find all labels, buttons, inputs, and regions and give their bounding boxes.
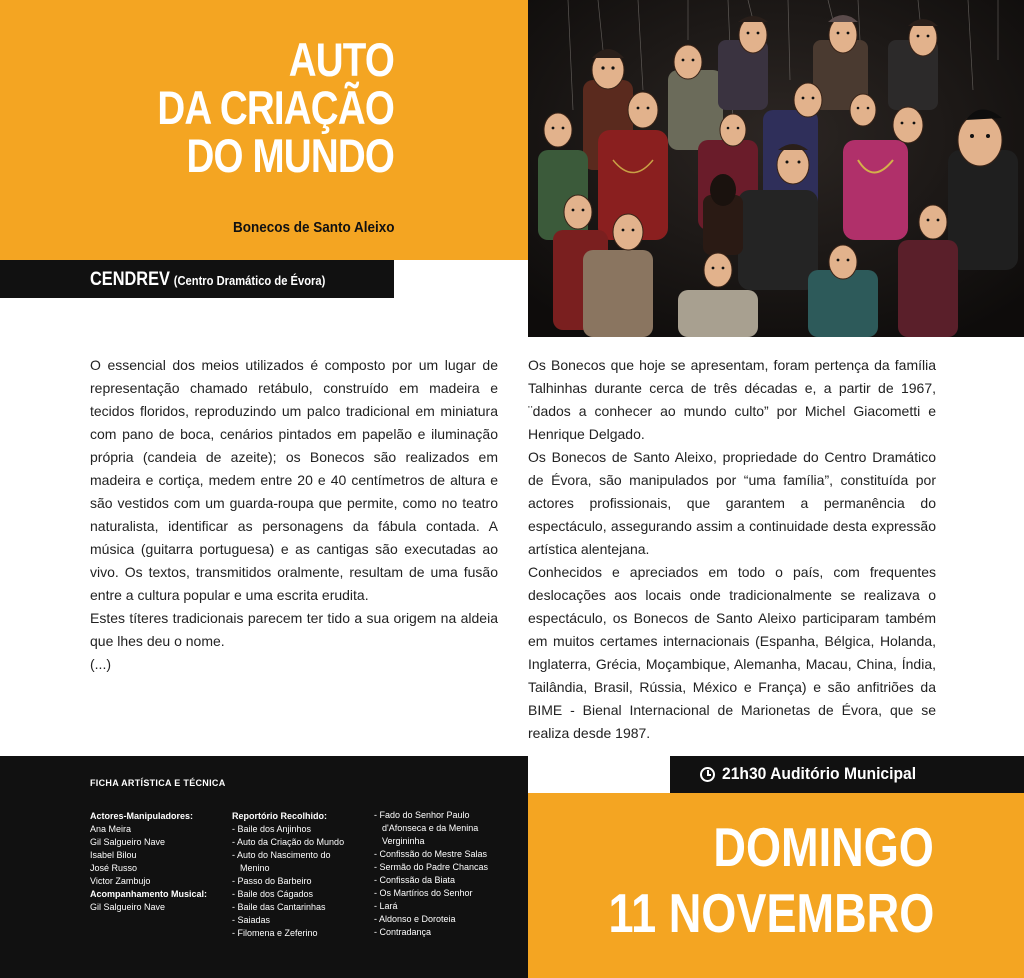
repertoire-item: - Baile dos Anjinhos: [232, 824, 312, 834]
repertoire-item: - Sermão do Padre Chancas: [374, 862, 489, 872]
title-line-1: AUTO: [288, 33, 394, 86]
credits-panel: [0, 756, 528, 978]
repertoire-item: - Filomena e Zeferino: [232, 928, 318, 938]
date-panel: [528, 793, 1024, 978]
credits-repertoire-column: [232, 810, 372, 940]
repertoire-item: - Confissão da Biata: [374, 875, 456, 885]
repertoire-item: - Auto do Nascimento do: [232, 850, 331, 860]
time-location-bar: [670, 756, 1024, 793]
repertoire-item: - Baile das Cantarinhas: [232, 902, 326, 912]
musician-name: Gil Salgueiro Nave: [90, 902, 166, 912]
body-column-right: [528, 354, 936, 745]
actor-name: José Russo: [90, 863, 138, 873]
time-location: 21h30 Auditório Municipal: [722, 764, 917, 783]
puppets-illustration: [528, 0, 1024, 337]
repertoire-item: - Contradança: [374, 927, 432, 937]
title-line-3: DO MUNDO: [186, 129, 394, 182]
credits-repertoire-column-2: [374, 809, 524, 939]
clock-icon: [700, 767, 715, 782]
body-paragraph: Estes títeres tradicionais parecem ter tido a sua origem na aldeia que lhes deu o nome.: [90, 610, 498, 649]
page-title: [74, 33, 394, 182]
company-short: CENDREV: [90, 269, 170, 290]
credits-cast-column: [90, 810, 225, 914]
repertoire-item: - Os Martírios do Senhor: [374, 888, 473, 898]
body-paragraph: Os Bonecos que hoje se apresentam, foram pertença da família Talhinhas durante cerca de três décadas e, a partir de 1967, ¨dados a conhecer ao mundo culto” por Michel Giacometti e Henrique Delgado.: [528, 357, 936, 442]
repertoire-item-continued: Menino: [240, 863, 270, 873]
credits-heading: FICHA ARTÍSTICA E TÉCNICA: [90, 778, 226, 788]
body-paragraph: (...): [90, 656, 111, 672]
body-paragraph: Conhecidos e apreciados em todo o país, com frequentes deslocações aos locais onde tradicionalmente se realizava o espectáculo, os Bonecos de Santo Aleixo participaram também em muitos certames internacionais (Espanha, Bélgica, Holanda, Inglaterra, Grécia, Moçambique, Alemanha, Macau, China, Índia, Tailândia, Brasil, Rússia, México e França) e são anfitriões da BIME - Bienal Internacional de Marionetas de Évora, que se realiza desde 1987.: [528, 564, 936, 741]
repertoire-item: - Saiadas: [232, 915, 271, 925]
actor-name: Ana Meira: [90, 824, 132, 834]
repertoire-item: - Fado do Senhor Paulo: [374, 810, 470, 820]
actor-name: Isabel Bilou: [90, 850, 137, 860]
title-line-2: DA CRIAÇÃO: [157, 81, 394, 134]
repertoire-item-continued: d'Afonseca e da Menina: [382, 823, 479, 833]
actors-heading: Actores-Manipuladores:: [90, 811, 194, 821]
company-bar: [0, 260, 394, 298]
body-paragraph: O essencial dos meios utilizados é composto por um lugar de representação chamado retábulo, construído em madeira e tecidos floridos, reproduzindo um palco tradicional em miniatura com pano de boca, cenários pintados em papelão e iluminação própria (candeia de azeite); os Bonecos são realizados em madeira e cortiça, medem entre 20 e 40 centímetros de altura e são vestidos com um guarda-roupa que permite, como no teatro naturalista, identificar as personagens da fábula contada. A música (guitarra portuguesa) e as cantigas são executadas ao vivo. Os textos, transmitidos oralmente, resultam de uma fusão entre a cultura popular e uma escrita erudita.: [90, 357, 498, 603]
event-day: DOMINGO: [713, 816, 934, 878]
repertoire-item: - Lará: [374, 901, 398, 911]
repertoire-item: - Confissão do Mestre Salas: [374, 849, 488, 859]
event-date: 11 NOVEMBRO: [608, 882, 934, 944]
repertoire-item: - Auto da Criação do Mundo: [232, 837, 345, 847]
repertoire-item: - Passo do Barbeiro: [232, 876, 312, 886]
subtitle: Bonecos de Santo Aleixo: [232, 219, 394, 236]
body-paragraph: Os Bonecos de Santo Aleixo, propriedade do Centro Dramático de Évora, são manipulados por “uma família”, constituída por actores profissionais, que garantem a permanência do espectáculo, assegurando assim a continuidade desta expressão artística alentejana.: [528, 449, 936, 557]
repertoire-item-continued: Vergininha: [382, 836, 425, 846]
actor-name: Gil Salgueiro Nave: [90, 837, 166, 847]
repertoire-item: - Aldonso e Doroteia: [374, 914, 456, 924]
puppets-photo: [528, 0, 1024, 337]
company-full: (Centro Dramático de Évora): [173, 273, 326, 288]
actor-name: Victor Zambujo: [90, 876, 151, 886]
company-label: [90, 269, 325, 291]
repertoire-heading: Reportório Recolhido:: [232, 811, 327, 821]
music-heading: Acompanhamento Musical:: [90, 889, 208, 899]
repertoire-item: - Baile dos Cágados: [232, 889, 314, 899]
body-column-left: [90, 354, 498, 676]
hero-panel: [0, 0, 528, 260]
